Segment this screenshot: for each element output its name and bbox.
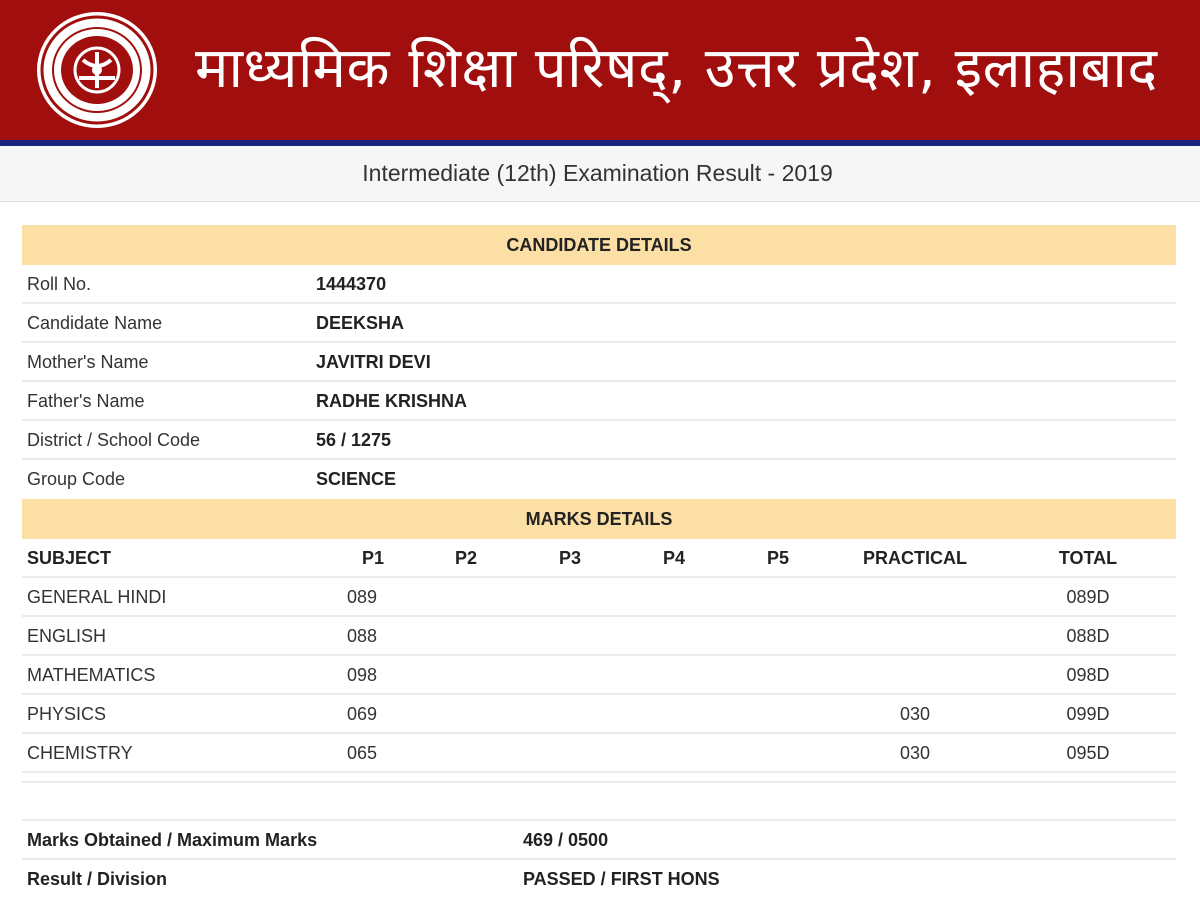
total-mark: 088D <box>1066 626 1110 646</box>
p1-mark: 088 <box>346 626 378 646</box>
result-division-label: Result / Division <box>27 869 168 889</box>
subject-name: ENGLISH <box>27 626 107 646</box>
column-header-p3: P3 <box>558 548 582 568</box>
marks-obtained-value: 469 / 0500 <box>523 830 609 850</box>
p1-mark: 098 <box>346 665 378 685</box>
column-header-p4: P4 <box>662 548 686 568</box>
field-label: Group Code <box>27 469 126 489</box>
field-label: Father's Name <box>27 391 145 411</box>
up-board-emblem-icon <box>33 8 161 132</box>
table-gap <box>22 783 1176 821</box>
marks-obtained-label: Marks Obtained / Maximum Marks <box>27 830 318 850</box>
column-header-subject: SUBJECT <box>27 548 112 568</box>
result-division-value: PASSED / FIRST HONS <box>523 869 720 889</box>
candidate-details-heading: CANDIDATE DETAILS <box>22 225 1176 265</box>
p1-mark: 065 <box>346 743 378 763</box>
column-header-practical: PRACTICAL <box>863 548 967 568</box>
field-label: Roll No. <box>27 274 92 294</box>
marks-details-heading: MARKS DETAILS <box>22 499 1176 539</box>
column-header-p5: P5 <box>766 548 790 568</box>
p1-mark: 089 <box>346 587 378 607</box>
board-title: माध्यमिक शिक्षा परिषद्, उत्तर प्रदेश, इलाहाबाद <box>195 36 1158 101</box>
marks-row <box>22 578 1176 617</box>
column-header-p2: P2 <box>454 548 478 568</box>
candidate-row <box>22 421 1176 460</box>
page-title: Intermediate (12th) Examination Result - 2019 <box>362 160 833 186</box>
candidate-row <box>22 343 1176 382</box>
subject-name: CHEMISTRY <box>27 743 133 763</box>
field-value: JAVITRI DEVI <box>316 352 431 372</box>
field-value: 56 / 1275 <box>316 430 392 450</box>
p1-mark: 069 <box>346 704 378 724</box>
total-mark: 099D <box>1066 704 1110 724</box>
marks-summary-row <box>22 821 1176 860</box>
field-value: RADHE KRISHNA <box>316 391 468 411</box>
candidate-row <box>22 382 1176 421</box>
column-header-total: TOTAL <box>1058 548 1118 568</box>
total-mark: 098D <box>1066 665 1110 685</box>
marks-row <box>22 656 1176 695</box>
site-header <box>0 0 1200 140</box>
subject-name: MATHEMATICS <box>27 665 156 685</box>
candidate-row <box>22 304 1176 343</box>
total-mark: 095D <box>1066 743 1110 763</box>
subject-name: GENERAL HINDI <box>27 587 167 607</box>
field-value: 1444370 <box>316 274 387 294</box>
field-label: Candidate Name <box>27 313 163 333</box>
field-label: District / School Code <box>27 430 201 450</box>
field-label: Mother's Name <box>27 352 149 372</box>
marks-row <box>22 695 1176 734</box>
result-summary-row <box>22 860 1176 899</box>
subject-name: PHYSICS <box>27 704 107 724</box>
practical-mark: 030 <box>899 704 931 724</box>
candidate-row <box>22 460 1176 499</box>
field-value: DEEKSHA <box>316 313 405 333</box>
marks-row <box>22 617 1176 656</box>
marks-header-row: SUBJECT P1 P2 P3 P4 P5 PRACTICAL TOTAL <box>22 539 1176 578</box>
result-content <box>22 225 1176 900</box>
practical-mark: 030 <box>899 743 931 763</box>
field-value: SCIENCE <box>316 469 397 489</box>
marks-row <box>22 734 1176 773</box>
total-mark: 089D <box>1066 587 1110 607</box>
table-spacer <box>22 773 1176 783</box>
subtitle-bar <box>0 146 1200 202</box>
candidate-row <box>22 265 1176 304</box>
